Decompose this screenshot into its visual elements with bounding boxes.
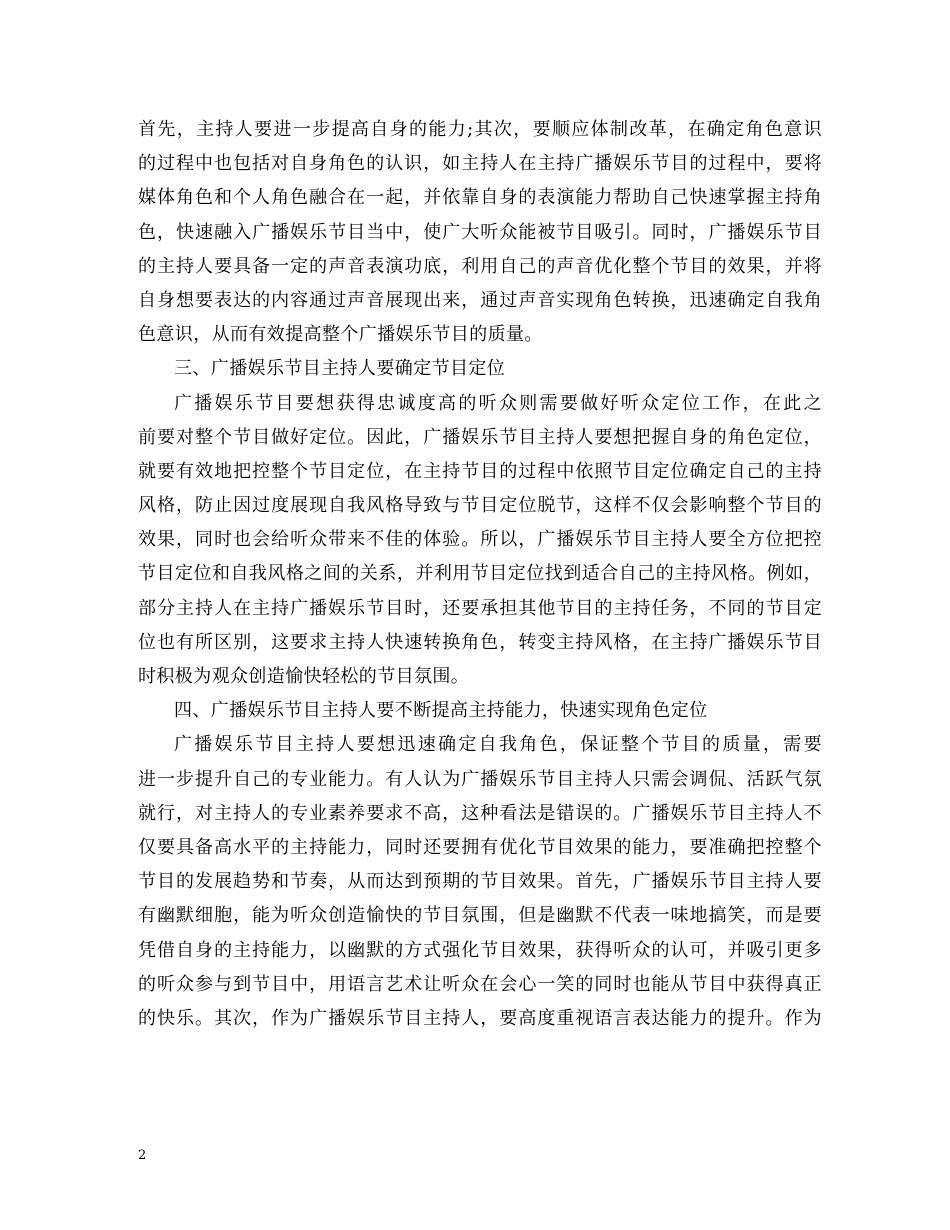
text-line: 广播娱乐节目要想获得忠诚度高的听众则需要做好听众定位工作，在此之 <box>174 392 822 414</box>
text-line: 自身想要表达的内容通过声音展现出来，通过声音实现角色转换，迅速确定自我角 <box>138 289 822 311</box>
text-line: 的过程中也包括对自身角色的认识，如主持人在主持广播娱乐节目的过程中，要将 <box>138 153 822 175</box>
text-line: 的快乐。其次，作为广播娱乐节目主持人，要高度重视语言表达能力的提升。作为 <box>138 1007 822 1029</box>
text-line: 风格，防止因过度展现自我风格导致与节目定位脱节，这样不仅会影响整个节目的 <box>138 495 822 517</box>
text-line: 仅要具备高水平的主持能力，同时还要拥有优化节目效果的能力，要准确把控整个 <box>138 836 822 858</box>
text-line: 位也有所区别，这要求主持人快速转换角色，转变主持风格，在主持广播娱乐节目 <box>138 631 822 653</box>
text-line: 前要对整个节目做好定位。因此，广播娱乐节目主持人要想把握自身的角色定位， <box>138 426 822 448</box>
text-line: 时积极为观众创造愉快轻松的节目氛围。 <box>138 666 470 687</box>
text-line: 媒体角色和个人角色融合在一起，并依靠自身的表演能力帮助自己快速掌握主持角 <box>138 187 822 209</box>
text-line: 的主持人要具备一定的声音表演功底，利用自己的声音优化整个节目的效果，并将 <box>138 255 822 277</box>
text-line: 色，快速融入广播娱乐节目当中，使广大听众能被节目吸引。同时，广播娱乐节目 <box>138 221 822 243</box>
section-heading: 三、广播娱乐节目主持人要确定节目定位 <box>174 358 506 380</box>
text-line: 节目的发展趋势和节奏，从而达到预期的节目效果。首先，广播娱乐节目主持人要 <box>138 871 822 893</box>
text-line: 有幽默细胞，能为听众创造愉快的节目氛围，但是幽默不代表一味地搞笑，而是要 <box>138 905 822 927</box>
text-line: 广播娱乐节目主持人要想迅速确定自我角色，保证整个节目的质量，需要 <box>174 734 822 756</box>
text-line: 就要有效地把控整个节目定位，在主持节目的过程中依照节目定位确定自己的主持 <box>138 460 822 482</box>
text-line: 效果，同时也会给听众带来不佳的体验。所以，广播娱乐节目主持人要全方位把控 <box>138 529 822 551</box>
section-heading: 四、广播娱乐节目主持人要不断提高主持能力，快速实现角色定位 <box>174 700 708 722</box>
text-line: 部分主持人在主持广播娱乐节目时，还要承担其他节目的主持任务，不同的节目定 <box>138 597 822 619</box>
text-line: 进一步提升自己的专业能力。有人认为广播娱乐节目主持人只需会调侃、活跃气氛 <box>138 768 822 790</box>
page-number: 2 <box>138 1148 147 1163</box>
text-line: 的听众参与到节目中，用语言艺术让听众在会心一笑的同时也能从节目中获得真正 <box>138 973 822 995</box>
text-line: 就行，对主持人的专业素养要求不高，这种看法是错误的。广播娱乐节目主持人不 <box>138 802 822 824</box>
text-line: 色意识，从而有效提高整个广播娱乐节目的质量。 <box>138 324 543 346</box>
text-line: 节目定位和自我风格之间的关系，并利用节目定位找到适合自己的主持风格。例如， <box>138 563 822 585</box>
text-line: 首先，主持人要进一步提高自身的能力;其次，要顺应体制改革，在确定角色意识 <box>138 119 822 140</box>
text-line: 凭借自身的主持能力，以幽默的方式强化节目效果，获得听众的认可，并吸引更多 <box>138 939 822 961</box>
document-body <box>138 113 822 1036</box>
